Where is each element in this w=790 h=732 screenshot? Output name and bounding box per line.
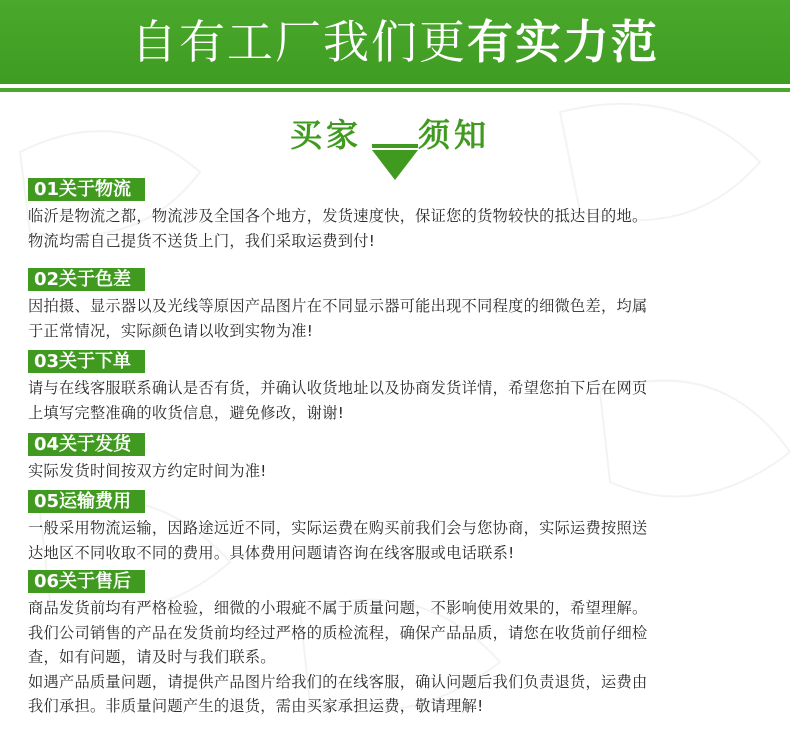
text-line: 临沂是物流之都，物流涉及全国各个地方，发货速度快，保证您的货物较快的抵达目的地。	[28, 207, 648, 225]
banner-stripe	[0, 88, 790, 92]
text-line: 于正常情况，实际颜色请以收到实物为准!	[28, 321, 314, 340]
title-left: 买家	[290, 116, 363, 154]
section-shipping-fee	[28, 490, 768, 565]
text-line: 达地区不同收取不同的费用。具体费用问题请咨询在线客服或电话联系!	[28, 543, 515, 562]
header-banner	[0, 0, 790, 84]
section-logistics	[28, 178, 768, 253]
text-line: 商品发货前均有严格检验，细微的小瑕疵不属于质量问题，不影响使用效果的，希望理解。	[28, 599, 648, 617]
section-text	[28, 294, 768, 343]
section-tag: 02关于色差	[28, 268, 145, 291]
text-line: 一般采用物流运输，因路途远近不同，实际运费在购买前我们会与您协商，实际运费按照送	[28, 519, 648, 537]
banner-text-bold: 有实力范	[467, 15, 659, 69]
text-line: 因拍摄、显示器以及光线等原因产品图片在不同显示器可能出现不同程度的细微色差，均属	[28, 297, 648, 315]
title-right: 须知	[418, 116, 491, 154]
section-color-difference	[28, 268, 768, 343]
section-tag: 06关于售后	[28, 570, 145, 593]
text-line: 我们承担。非质量问题产生的退货，需由买家承担运费，敬请理解!	[28, 697, 484, 715]
section-ordering	[28, 350, 768, 425]
section-text	[28, 516, 768, 565]
section-shipping	[28, 433, 768, 484]
section-tag: 05运输费用	[28, 490, 145, 513]
text-line: 如遇产品质量问题，请提供产品图片给我们的在线客服，确认问题后我们负责退货，运费由	[28, 672, 648, 691]
section-text	[28, 204, 768, 253]
section-tag: 03关于下单	[28, 350, 145, 373]
section-text	[28, 596, 768, 719]
section-text	[28, 376, 768, 425]
section-after-sales	[28, 570, 768, 719]
section-text	[28, 459, 768, 484]
section-tag: 04关于发货	[28, 433, 145, 456]
banner-text-regular: 自有工厂我们更	[131, 15, 467, 69]
text-line: 我们公司销售的产品在发货前均经过严格的质检流程，确保产品品质，请您在收货前仔细检	[28, 623, 648, 642]
text-line: 查，如有问题，请及时与我们联系。	[28, 648, 276, 666]
section-tag: 01关于物流	[28, 178, 145, 201]
title-arrow-icon	[372, 150, 418, 180]
buyer-notice-title	[0, 104, 790, 184]
text-line: 上填写完整准确的收货信息，避免修改，谢谢!	[28, 403, 345, 422]
text-line: 请与在线客服联系确认是否有货，并确认收货地址以及协商发货详情，希望您拍下后在网页	[28, 379, 648, 397]
title-underline	[372, 144, 418, 148]
text-line: 物流均需自己提货不送货上门，我们采取运费到付!	[28, 231, 376, 250]
text-line: 实际发货时间按双方约定时间为准!	[28, 462, 267, 480]
